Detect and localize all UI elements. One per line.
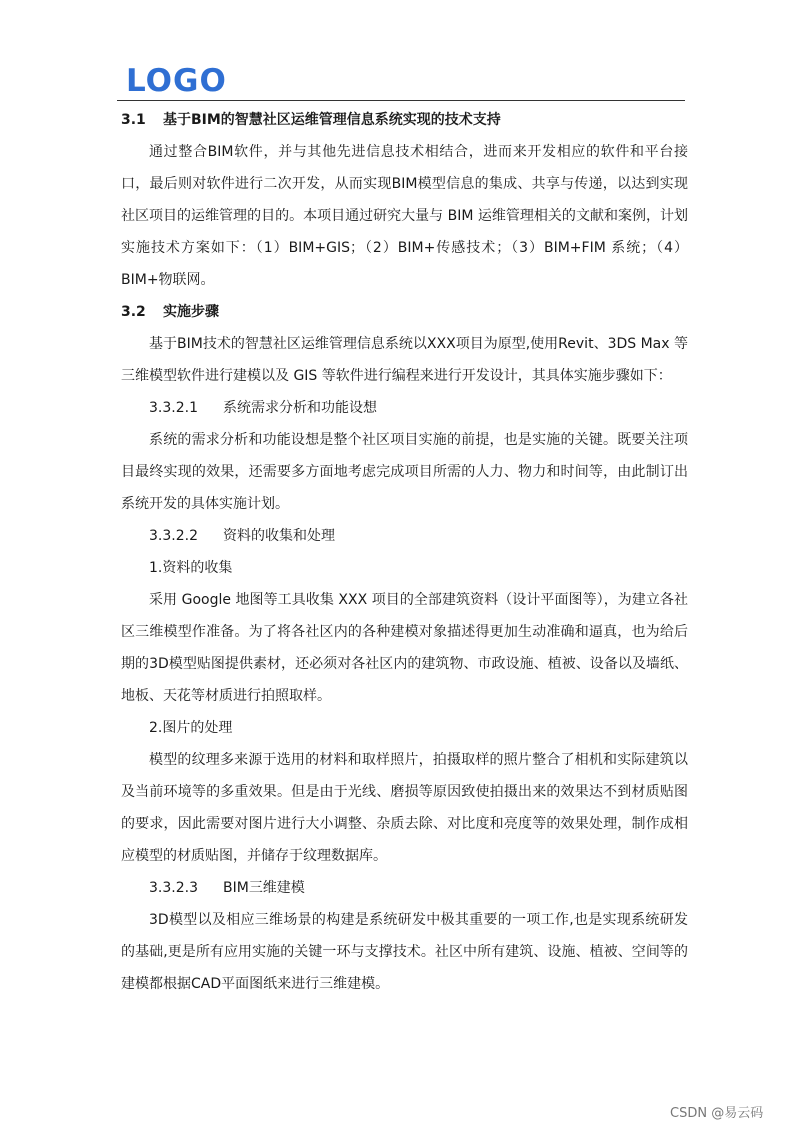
subsection-title: BIM三维建模 (223, 880, 305, 896)
list-item-collection: 1.资料的收集 (149, 560, 233, 576)
section-heading-3-1 (121, 104, 688, 136)
subsection-title: 系统需求分析和功能设想 (223, 400, 377, 416)
section-title: 基于BIM的智慧社区运维管理信息系统实现的技术支持 (163, 112, 501, 128)
section-number: 3.1 (121, 112, 146, 128)
paragraph-3-3-2-3: 3D模型以及相应三维场景的构建是系统研发中极其重要的一项工作,也是实现系统研发的基础,更是所有应用实施的关键一环与支撑技术。社区中所有建筑、设施、植被、空间等的建模都根据CAD平面图纸来进行三维建模。 (121, 912, 688, 992)
subsection-number: 3.3.2.3 (149, 880, 198, 896)
section-number: 3.2 (121, 304, 146, 320)
subsection-number: 3.3.2.2 (149, 528, 198, 544)
section-title: 实施步骤 (163, 304, 219, 320)
subsection-heading-3-3-2-1 (121, 392, 688, 424)
subsection-heading-3-3-2-2 (121, 520, 688, 552)
paragraph-3-1: 通过整合BIM软件，并与其他先进信息技术相结合，进而来开发相应的软件和平台接口，最后则对软件进行二次开发，从而实现BIM模型信息的集成、共享与传递，以达到实现社区项目的运维管理的目的。本项目通过研究大量与 BIM 运维管理相关的文献和案例，计划实施技术方案如下：（1）BIM+GIS；（2）BIM+传感技术；（3）BIM+FIM 系统；（4）BIM+物联网。 (121, 144, 688, 288)
paragraph-3-3-2-1: 系统的需求分析和功能设想是整个社区项目实施的前提，也是实施的关键。既要关注项目最终实现的效果，还需要多方面地考虑完成项目所需的人力、物力和时间等，由此制订出系统开发的具体实施计划。 (121, 432, 688, 512)
subsection-heading-3-3-2-3 (121, 872, 688, 904)
document-body (121, 104, 688, 1000)
paragraph-collection: 采用 Google 地图等工具收集 XXX 项目的全部建筑资料（设计平面图等），为建立各社区三维模型作准备。为了将各社区内的各种建模对象描述得更加生动准确和逼真，也为给后期的3D模型贴图提供素材，还必须对各社区内的建筑物、市政设施、植被、设备以及墙纸、地板、天花等材质进行拍照取样。 (121, 592, 688, 704)
list-item-image-processing: 2.图片的处理 (149, 720, 233, 736)
section-heading-3-2 (121, 296, 688, 328)
subsection-title: 资料的收集和处理 (223, 528, 335, 544)
header-divider (117, 100, 685, 101)
subsection-number: 3.3.2.1 (149, 400, 198, 416)
paragraph-3-2: 基于BIM技术的智慧社区运维管理信息系统以XXX项目为原型,使用Revit、3DS Max 等三维模型软件进行建模以及 GIS 等软件进行编程来进行开发设计，其具体实施步骤如下： (121, 336, 688, 384)
logo: LOGO (126, 63, 227, 99)
paragraph-image-processing: 模型的纹理多来源于选用的材料和取样照片，拍摄取样的照片整合了相机和实际建筑以及当前环境等的多重效果。但是由于光线、磨损等原因致使拍摄出来的效果达不到材质贴图的要求，因此需要对图片进行大小调整、杂质去除、对比度和亮度等的效果处理，制作成相应模型的材质贴图，并储存于纹理数据库。 (121, 752, 688, 864)
watermark: CSDN @易云码 (670, 1106, 764, 1121)
